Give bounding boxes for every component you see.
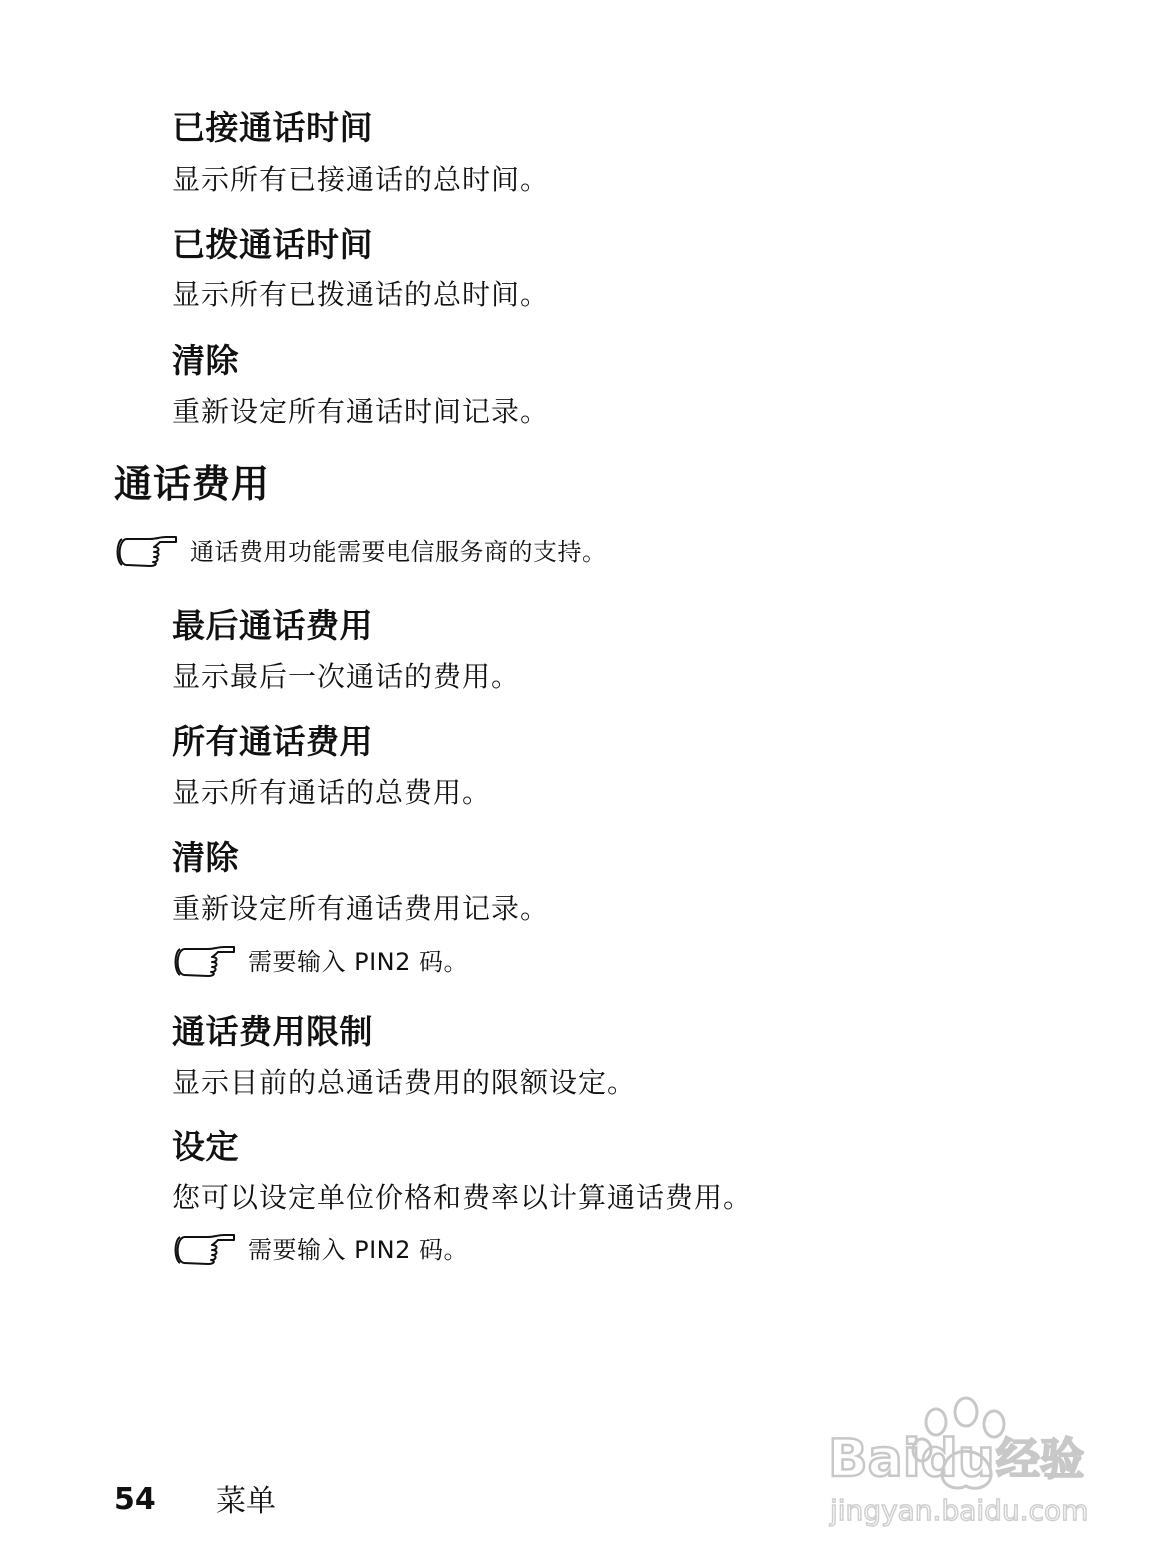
item-title-all-call-cost: 所有通话费用 <box>172 722 373 761</box>
item-title-last-call-cost: 最后通话费用 <box>172 606 373 645</box>
call-cost-heading: 通话费用 <box>114 462 271 506</box>
section-label: 菜单 <box>216 1484 276 1519</box>
item-title-call-cost-limit: 通话费用限制 <box>172 1012 373 1051</box>
section-desc-received-time: 显示所有已接通话的总时间。 <box>172 163 550 196</box>
pointing-hand-icon <box>114 535 178 569</box>
item-desc-call-cost-limit: 显示目前的总通话费用的限额设定。 <box>172 1066 637 1099</box>
item-title-settings: 设定 <box>172 1127 239 1166</box>
pointing-hand-icon <box>172 1233 236 1267</box>
watermark-url: jingyan.baidu.com <box>830 1494 1089 1527</box>
clear-cost-note <box>172 944 468 980</box>
item-title-clear-cost: 清除 <box>172 838 239 877</box>
page-number: 54 <box>114 1482 156 1517</box>
item-desc-settings: 您可以设定单位价格和费率以计算通话费用。 <box>172 1181 753 1214</box>
section-desc-dialed-time: 显示所有已拨通话的总时间。 <box>172 278 550 311</box>
call-cost-note <box>114 534 607 570</box>
pointing-hand-icon <box>172 945 236 979</box>
item-desc-clear-cost: 重新设定所有通话费用记录。 <box>172 892 550 925</box>
item-desc-last-call-cost: 显示最后一次通话的费用。 <box>172 660 521 693</box>
watermark-brand-cn: 经验 <box>996 1434 1084 1485</box>
section-title-dialed-time: 已拨通话时间 <box>172 225 373 264</box>
item-desc-all-call-cost: 显示所有通话的总费用。 <box>172 776 492 809</box>
section-title-received-time: 已接通话时间 <box>172 108 373 147</box>
clear-cost-note-text: 需要输入 PIN2 码。 <box>248 948 469 976</box>
call-cost-note-text: 通话费用功能需要电信服务商的支持。 <box>190 538 607 566</box>
watermark-brand: Baidu <box>828 1429 995 1489</box>
settings-note-text: 需要输入 PIN2 码。 <box>248 1236 469 1264</box>
baidu-watermark <box>826 1388 1116 1538</box>
section-title-clear-time: 清除 <box>172 341 239 380</box>
section-desc-clear-time: 重新设定所有通话时间记录。 <box>172 395 550 428</box>
settings-note <box>172 1232 468 1268</box>
